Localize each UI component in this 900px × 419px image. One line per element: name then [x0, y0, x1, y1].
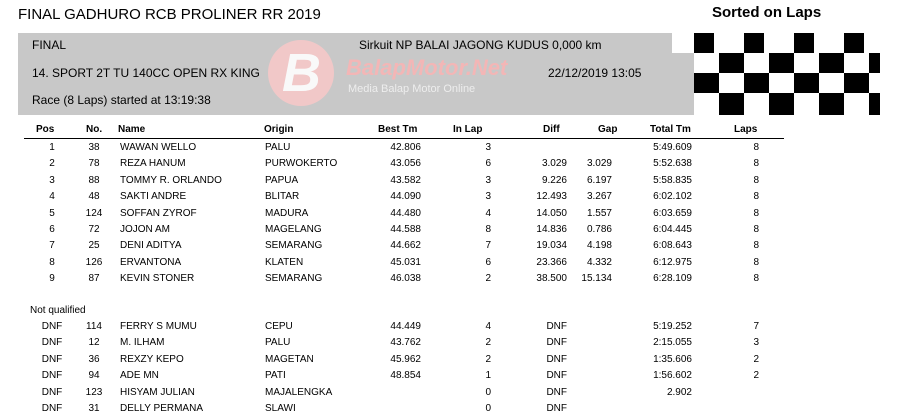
cell-inlap: 4 [485, 207, 491, 219]
col-no: No. [86, 124, 103, 135]
cell-inlap: 2 [485, 273, 491, 285]
table-row [0, 403, 900, 419]
cell-diff: 14.050 [536, 207, 567, 219]
cell-name: HISYAM JULIAN [120, 386, 195, 398]
cell-pos: 9 [49, 273, 55, 285]
cell-total: 1:35.606 [653, 353, 692, 365]
cell-total: 6:08.643 [653, 240, 692, 252]
cell-total: 5:19.252 [653, 321, 692, 332]
class-label: 14. SPORT 2T TU 140CC OPEN RX KING [32, 66, 260, 80]
cell-origin: BLITAR [265, 191, 300, 203]
cell-best: 44.090 [390, 191, 421, 203]
cell-name: ADE MN [120, 370, 159, 382]
cell-no: 36 [88, 353, 100, 365]
cell-diff: 38.500 [536, 273, 567, 285]
cell-inlap: 7 [485, 240, 491, 252]
cell-origin: MAGELANG [265, 224, 322, 235]
cell-best: 46.038 [390, 273, 421, 285]
cell-pos: DNF [41, 353, 63, 365]
cell-origin: MAJALENGKA [265, 386, 333, 398]
cell-no: 88 [88, 174, 100, 186]
col-diff: Diff [543, 124, 560, 135]
cell-laps: 8 [753, 256, 759, 268]
cell-diff: 9.226 [541, 174, 567, 186]
cell-diff: DNF [546, 386, 567, 398]
cell-best: 42.806 [390, 142, 421, 153]
table-header [0, 124, 900, 138]
cell-total: 1:56.602 [653, 370, 692, 382]
cell-gap: 3.267 [586, 191, 612, 203]
cell-laps: 8 [753, 191, 759, 203]
cell-name: SOFFAN ZYROF [120, 207, 197, 219]
header-divider [24, 138, 784, 139]
cell-name: DELLY PERMANA [120, 403, 203, 414]
cell-inlap: 3 [485, 174, 491, 186]
cell-gap: 4.198 [586, 240, 612, 252]
table-row [0, 142, 900, 158]
watermark-logo-letter: B [282, 43, 321, 103]
cell-best: 43.762 [390, 337, 421, 349]
cell-diff: 3.029 [541, 158, 567, 170]
cell-laps: 2 [753, 370, 759, 382]
cell-inlap: 8 [485, 224, 491, 235]
cell-no: 48 [88, 191, 100, 203]
cell-no: 31 [88, 403, 100, 414]
cell-best: 44.449 [390, 321, 421, 332]
cell-no: 38 [88, 142, 100, 153]
table-row [0, 257, 900, 273]
cell-name: REZA HANUM [120, 158, 186, 170]
cell-name: JOJON AM [120, 224, 171, 235]
table-row [0, 240, 900, 256]
cell-gap: 3.029 [586, 158, 612, 170]
cell-best: 43.056 [390, 158, 421, 170]
race-start-label: Race (8 Laps) started at 13:19:38 [32, 93, 211, 107]
cell-name: REXZY KEPO [120, 353, 184, 365]
cell-total: 6:02.102 [653, 191, 692, 203]
cell-no: 123 [85, 386, 103, 398]
cell-pos: 2 [49, 158, 55, 170]
cell-name: FERRY S MUMU [120, 321, 197, 332]
cell-gap: 4.332 [586, 256, 612, 268]
cell-pos: 5 [49, 207, 55, 219]
cell-diff: DNF [546, 353, 567, 365]
cell-name: KEVIN STONER [120, 273, 195, 285]
cell-gap: 15.134 [581, 273, 612, 285]
cell-inlap: 2 [485, 337, 491, 349]
cell-laps: 8 [753, 207, 759, 219]
table-row [0, 191, 900, 207]
cell-pos: 1 [49, 142, 55, 153]
cell-pos: 3 [49, 174, 55, 186]
cell-no: 126 [85, 256, 103, 268]
cell-no: 87 [88, 273, 100, 285]
cell-pos: DNF [41, 403, 63, 414]
watermark-brand: BalapMotor.Net [346, 55, 508, 80]
cell-diff: DNF [546, 337, 567, 349]
watermark-subtitle: Media Balap Motor Online [348, 83, 476, 95]
cell-pos: DNF [41, 386, 63, 398]
col-laps: Laps [734, 124, 758, 135]
cell-name: ERVANTONA [120, 256, 182, 268]
not-qualified-label: Not qualified [30, 305, 86, 316]
cell-diff: 12.493 [536, 191, 567, 203]
cell-best: 43.582 [390, 174, 421, 186]
cell-inlap: 6 [485, 158, 491, 170]
cell-pos: DNF [41, 321, 63, 332]
cell-total: 2.902 [666, 386, 692, 398]
cell-diff: DNF [546, 403, 567, 414]
circuit-label: Sirkuit NP BALAI JAGONG KUDUS 0,000 km [359, 38, 602, 52]
cell-total: 2:15.055 [653, 337, 692, 349]
cell-best: 48.854 [390, 370, 421, 382]
cell-laps: 8 [753, 240, 759, 252]
cell-origin: MAGETAN [265, 353, 314, 365]
cell-no: 94 [88, 370, 100, 382]
cell-laps: 8 [753, 174, 759, 186]
watermark-logo [268, 40, 334, 106]
cell-inlap: 1 [485, 370, 491, 382]
cell-total: 6:04.445 [653, 224, 692, 235]
cell-origin: SEMARANG [265, 273, 323, 285]
cell-total: 6:12.975 [653, 256, 692, 268]
cell-inlap: 2 [485, 353, 491, 365]
cell-origin: SEMARANG [265, 240, 323, 252]
cell-inlap: 0 [485, 386, 491, 398]
table-row [0, 354, 900, 370]
cell-inlap: 6 [485, 256, 491, 268]
cell-origin: PATI [265, 370, 286, 382]
cell-pos: 4 [49, 191, 55, 203]
cell-pos: DNF [41, 370, 63, 382]
cell-name: TOMMY R. ORLANDO [120, 174, 222, 186]
cell-laps: 8 [753, 158, 759, 170]
table-row [0, 208, 900, 224]
checkered-flag-icon [644, 33, 880, 115]
page-title: FINAL GADHURO RCB PROLINER RR 2019 [18, 6, 321, 23]
cell-name: WAWAN WELLO [120, 142, 197, 153]
session-label: FINAL [32, 38, 67, 52]
col-gap: Gap [598, 124, 618, 135]
cell-no: 25 [88, 240, 100, 252]
cell-no: 12 [88, 337, 100, 349]
cell-laps: 8 [753, 273, 759, 285]
cell-laps: 3 [753, 337, 759, 349]
cell-gap: 1.557 [586, 207, 612, 219]
race-info-band [18, 33, 880, 115]
cell-inlap: 4 [485, 321, 491, 332]
cell-pos: DNF [41, 337, 63, 349]
cell-diff: 19.034 [536, 240, 567, 252]
cell-inlap: 3 [485, 142, 491, 153]
table-row [0, 387, 900, 403]
cell-total: 6:28.109 [653, 273, 692, 285]
cell-laps: 8 [753, 142, 759, 153]
cell-origin: KLATEN [265, 256, 304, 268]
cell-origin: MADURA [265, 207, 309, 219]
cell-total: 6:03.659 [653, 207, 692, 219]
cell-inlap: 0 [485, 403, 491, 414]
cell-origin: PAPUA [265, 174, 299, 186]
cell-pos: 7 [49, 240, 55, 252]
table-row [0, 321, 900, 337]
table-row [0, 224, 900, 240]
col-pos: Pos [36, 124, 55, 135]
table-row [0, 175, 900, 191]
table-row [0, 337, 900, 353]
table-row [0, 158, 900, 174]
cell-no: 78 [88, 158, 100, 170]
datetime-label: 22/12/2019 13:05 [548, 66, 642, 80]
cell-gap: 0.786 [586, 224, 612, 235]
cell-origin: SLAWI [265, 403, 296, 414]
cell-name: DENI ADITYA [120, 240, 182, 252]
cell-no: 124 [85, 207, 103, 219]
cell-diff: 14.836 [536, 224, 567, 235]
cell-total: 5:52.638 [653, 158, 692, 170]
cell-diff: DNF [546, 370, 567, 382]
cell-name: M. ILHAM [120, 337, 165, 349]
col-inlap: In Lap [453, 124, 483, 135]
col-name: Name [118, 124, 146, 135]
col-origin: Origin [264, 124, 294, 135]
table-row [0, 370, 900, 386]
cell-laps: 7 [753, 321, 759, 332]
cell-inlap: 3 [485, 191, 491, 203]
cell-origin: PALU [265, 142, 291, 153]
cell-name: SAKTI ANDRE [120, 191, 187, 203]
col-best: Best Tm [378, 124, 418, 135]
col-total: Total Tm [650, 124, 691, 135]
cell-total: 5:49.609 [653, 142, 692, 153]
cell-laps: 8 [753, 224, 759, 235]
cell-origin: PALU [265, 337, 291, 349]
table-row [0, 273, 900, 289]
cell-best: 44.480 [390, 207, 421, 219]
cell-origin: PURWOKERTO [265, 158, 338, 170]
cell-best: 44.662 [390, 240, 421, 252]
cell-best: 45.031 [390, 256, 421, 268]
cell-best: 44.588 [390, 224, 421, 235]
cell-origin: CEPU [265, 321, 293, 332]
sort-label: Sorted on Laps [712, 4, 822, 21]
cell-no: 114 [86, 321, 102, 332]
cell-pos: 6 [49, 224, 55, 235]
cell-pos: 8 [49, 256, 55, 268]
cell-no: 72 [88, 224, 100, 235]
cell-diff: DNF [546, 321, 567, 332]
cell-best: 45.962 [390, 353, 421, 365]
cell-total: 5:58.835 [653, 174, 692, 186]
cell-diff: 23.366 [536, 256, 567, 268]
cell-gap: 6.197 [586, 174, 612, 186]
cell-laps: 2 [753, 353, 759, 365]
